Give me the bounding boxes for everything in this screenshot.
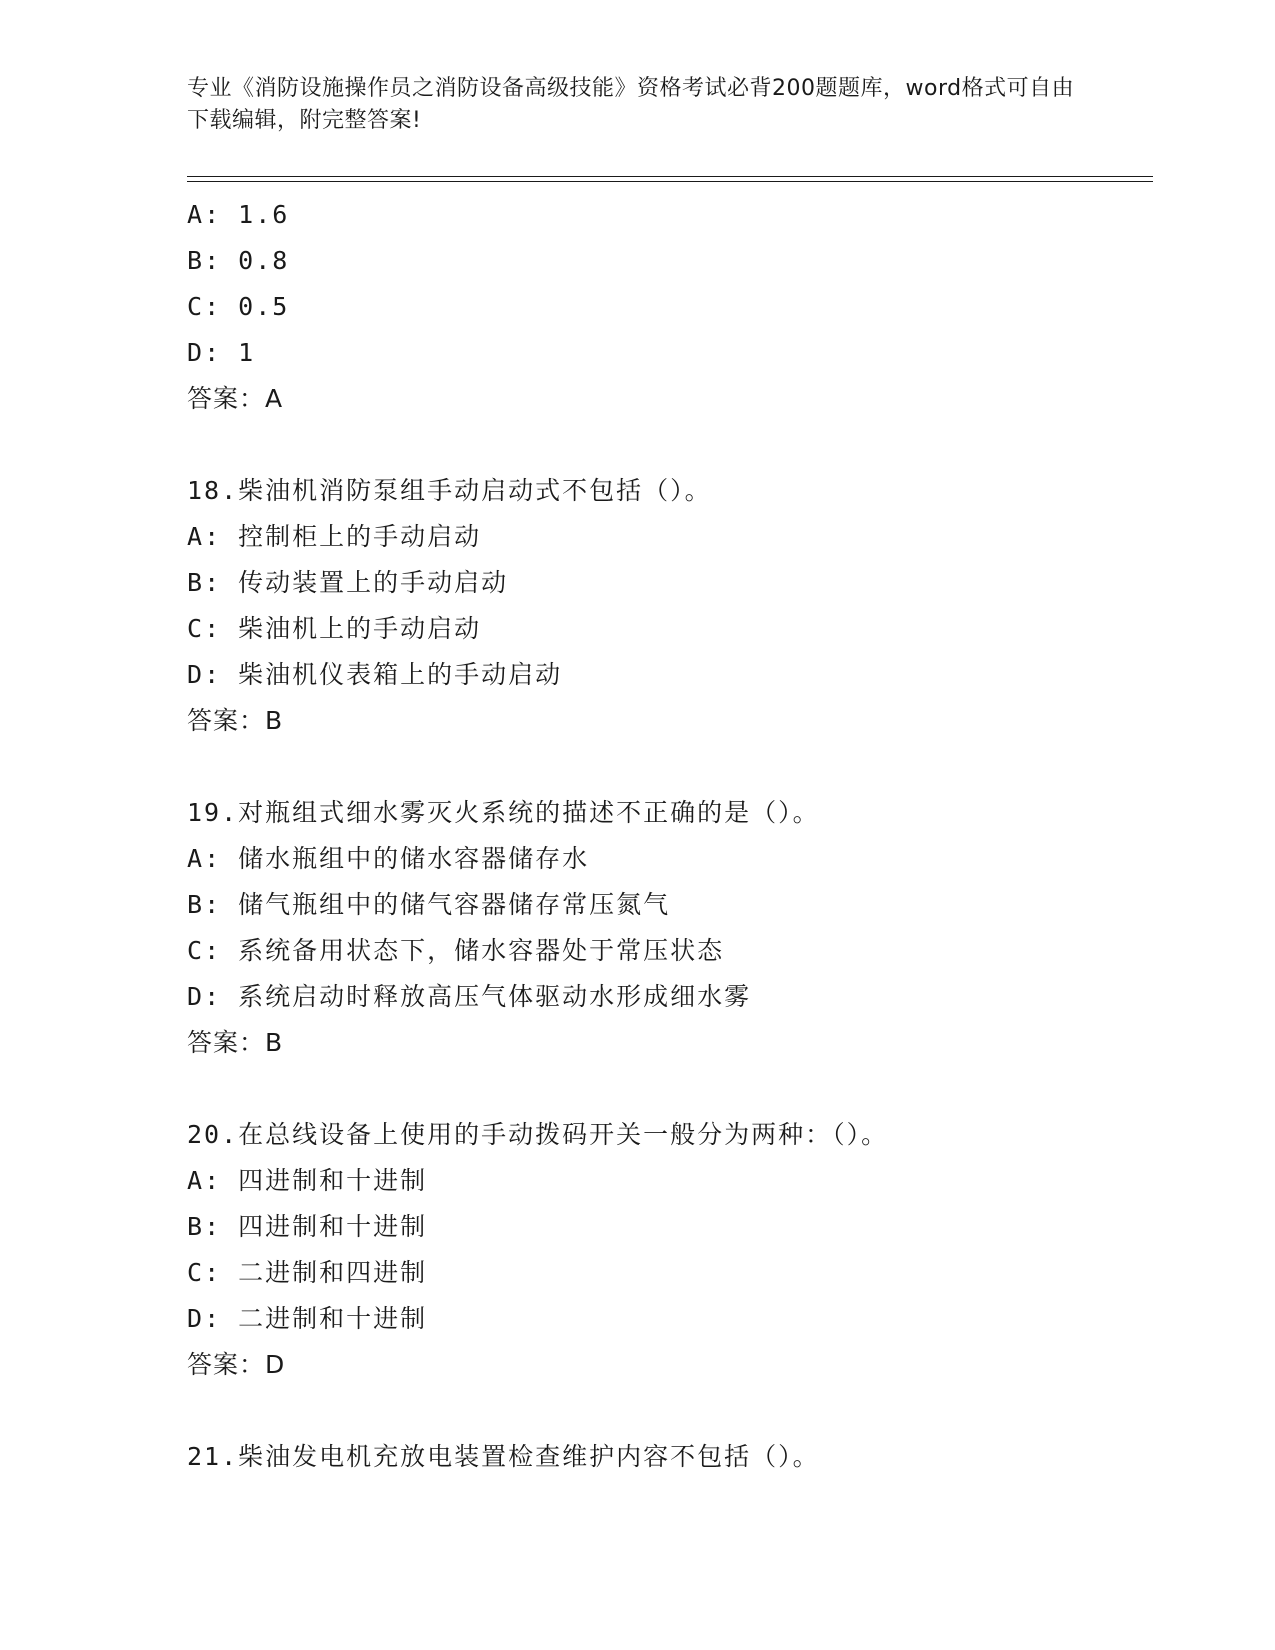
header-divider-bottom <box>187 181 1153 182</box>
header-divider-top <box>187 176 1153 177</box>
answer: 答案：A <box>187 384 284 413</box>
option-b: B: 0.8 <box>187 246 290 275</box>
question-list <box>187 192 1147 1480</box>
question-stem: 18.柴油机消防泵组手动启动式不包括（）。 <box>187 476 712 505</box>
document-header: 专业《消防设施操作员之消防设备高级技能》资格考试必背200题题库，word格式可自由下载编辑，附完整答案! <box>187 76 1075 133</box>
option-a: A: 储水瓶组中的储水容器储存水 <box>187 844 590 873</box>
answer: 答案：B <box>187 1028 284 1057</box>
option-c: C: 柴油机上的手动启动 <box>187 614 482 643</box>
question-stem: 21.柴油发电机充放电装置检查维护内容不包括（）。 <box>187 1442 820 1471</box>
option-b: B: 储气瓶组中的储气容器储存常压氮气 <box>187 890 671 919</box>
question-stem: 20.在总线设备上使用的手动拨码开关一般分为两种：（）。 <box>187 1120 889 1149</box>
option-a: A: 1.6 <box>187 200 290 229</box>
option-d: D: 系统启动时释放高压气体驱动水形成细水雾 <box>187 982 752 1011</box>
option-c: C: 二进制和四进制 <box>187 1258 428 1287</box>
answer: 答案：B <box>187 706 284 735</box>
option-c: C: 系统备用状态下，储水容器处于常压状态 <box>187 936 725 965</box>
question-stem: 19.对瓶组式细水雾灭火系统的描述不正确的是（）。 <box>187 798 820 827</box>
option-d: D: 柴油机仪表箱上的手动启动 <box>187 660 563 689</box>
option-c: C: 0.5 <box>187 292 290 321</box>
option-a: A: 控制柜上的手动启动 <box>187 522 482 551</box>
option-d: D: 二进制和十进制 <box>187 1304 428 1333</box>
option-b: B: 传动装置上的手动启动 <box>187 568 509 597</box>
answer: 答案：D <box>187 1350 286 1379</box>
option-b: B: 四进制和十进制 <box>187 1212 428 1241</box>
option-d: D: 1 <box>187 338 256 367</box>
option-a: A: 四进制和十进制 <box>187 1166 428 1195</box>
